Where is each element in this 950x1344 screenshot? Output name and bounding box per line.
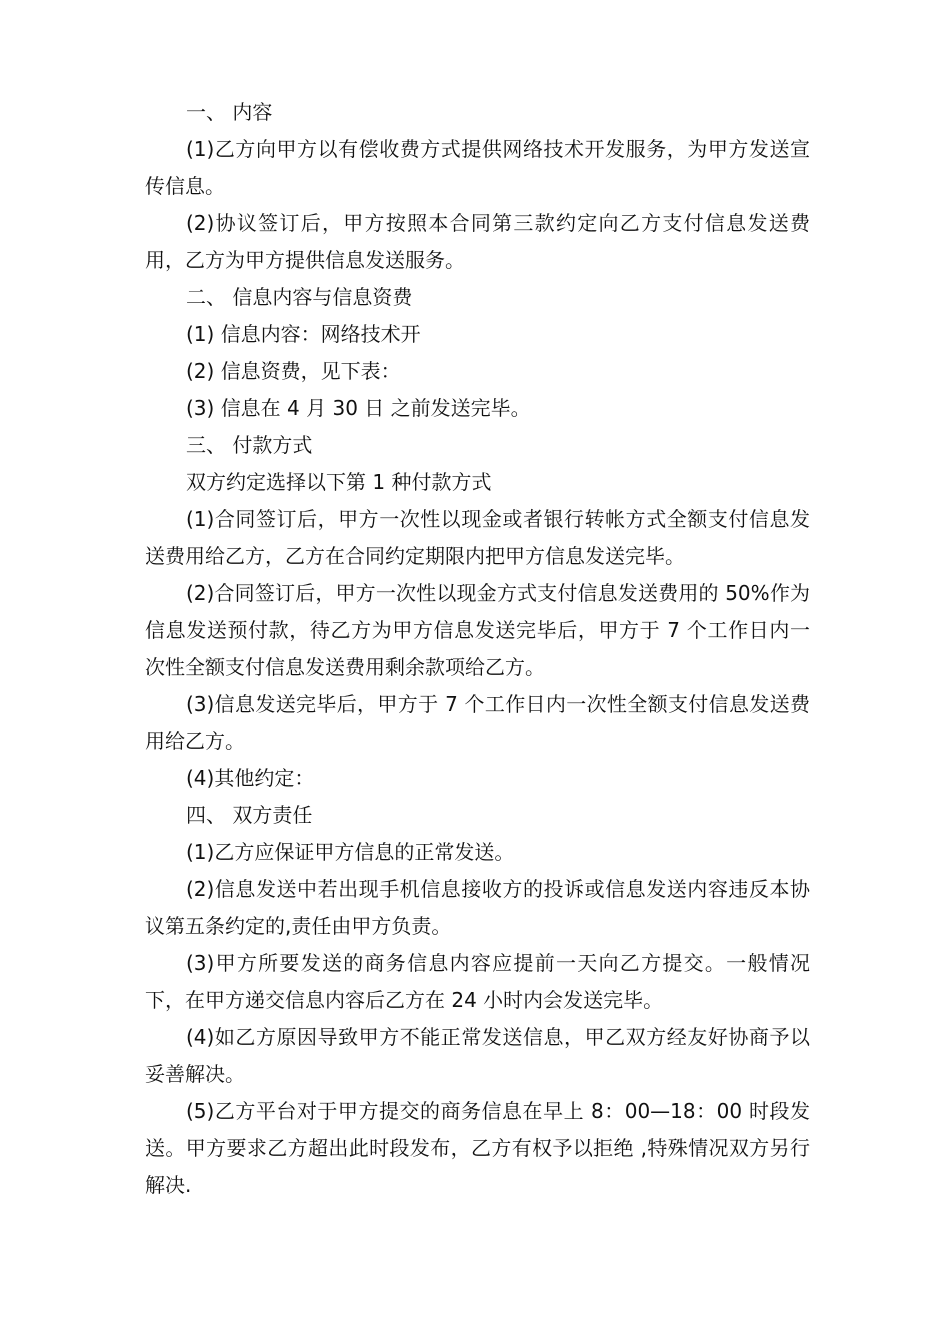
document-body (145, 94, 810, 1204)
section-heading-responsibilities: 四、 双方责任 (186, 803, 313, 827)
clause-3-4: (4)其他约定： (186, 766, 315, 790)
clause-4-5: (5)乙方平台对于甲方提交的商务信息在早上 8：00—18：00 时段发送。甲方要求乙方超出此时段发布，乙方有权予以拒绝 ,特殊情况双方另行解决. (145, 1099, 810, 1197)
clause-2-2: (2) 信息资费，见下表： (186, 359, 401, 383)
clause-1-1: (1)乙方向甲方以有偿收费方式提供网络技术开发服务，为甲方发送宣传信息。 (145, 137, 810, 198)
clause-3-3: (3)信息发送完毕后，甲方于 7 个工作日内一次性全额支付信息发送费用给乙方。 (145, 692, 810, 753)
clause-1-2: (2)协议签订后，甲方按照本合同第三款约定向乙方支付信息发送费用，乙方为甲方提供信息发送服务。 (145, 211, 810, 272)
clause-3-2: (2)合同签订后，甲方一次性以现金方式支付信息发送费用的 50%作为信息发送预付款，待乙方为甲方信息发送完毕后，甲方于 7 个工作日内一次性全额支付信息发送费用剩余款项给乙方。 (145, 581, 810, 679)
clause-4-2: (2)信息发送中若出现手机信息接收方的投诉或信息发送内容违反本协议第五条约定的,责任由甲方负责。 (145, 877, 810, 938)
clause-4-4: (4)如乙方原因导致甲方不能正常发送信息，甲乙双方经友好协商予以妥善解决。 (145, 1025, 810, 1086)
section-heading-content: 一、 内容 (186, 100, 273, 124)
clause-2-1: (1) 信息内容：网络技术开 (186, 322, 421, 346)
section-heading-payment: 三、 付款方式 (186, 433, 313, 457)
clause-4-3: (3)甲方所要发送的商务信息内容应提前一天向乙方提交。一般情况下，在甲方递交信息内容后乙方在 24 小时内会发送完毕。 (145, 951, 810, 1012)
clause-4-1: (1)乙方应保证甲方信息的正常发送。 (186, 840, 515, 864)
clause-2-3: (3) 信息在 4 月 30 日 之前发送完毕。 (186, 396, 531, 420)
payment-choice: 双方约定选择以下第 1 种付款方式 (186, 470, 492, 494)
section-heading-info-fees: 二、 信息内容与信息资费 (186, 285, 413, 309)
clause-3-1: (1)合同签订后，甲方一次性以现金或者银行转帐方式全额支付信息发送费用给乙方，乙方在合同约定期限内把甲方信息发送完毕。 (145, 507, 810, 568)
